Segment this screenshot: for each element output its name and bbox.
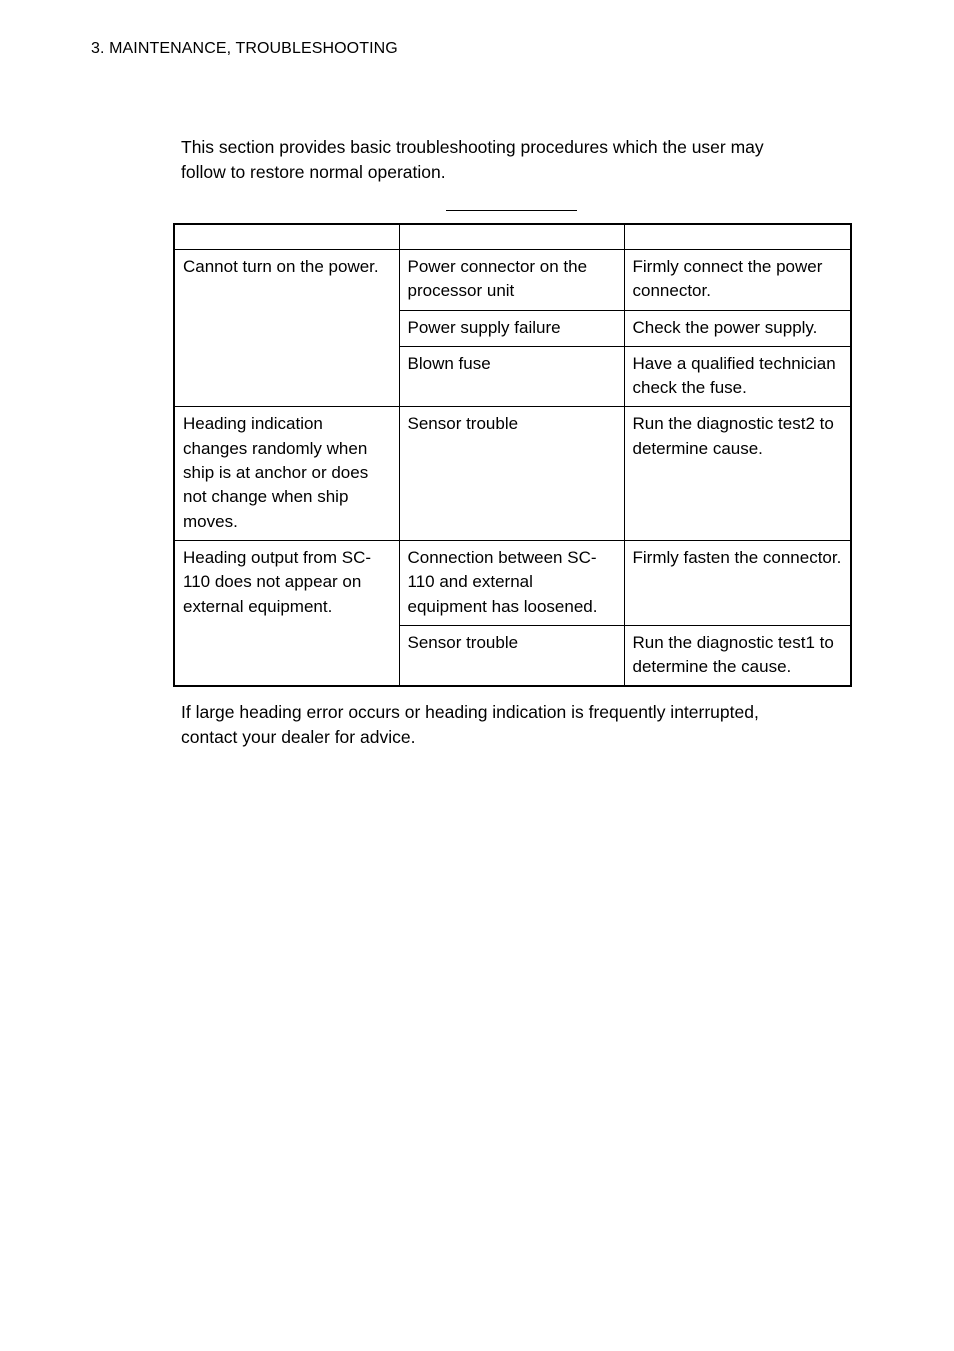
header-cell-remedy [624,224,851,250]
table-row [174,407,851,540]
intro-line-2: follow to restore normal operation. [181,161,446,182]
outro-line-2: contact your dealer for advice. [181,726,416,747]
intro-line-1: This section provides basic troubleshooting procedures which the user may [181,137,764,157]
intro-paragraph [181,135,821,184]
header-cell-cause [399,224,624,250]
cause-cell: Power connector on the processor unit [399,250,624,311]
remedy-cell: Run the diagnostic test2 to determine cause. [624,407,851,540]
cause-cell: Blown fuse [399,346,624,407]
remedy-cell: Run the diagnostic test1 to determine the cause. [624,625,851,686]
closing-paragraph [181,700,821,749]
table-row [174,250,851,311]
cause-cell: Sensor trouble [399,625,624,686]
troubleshooting-table [173,223,852,687]
running-header: 3. MAINTENANCE, TROUBLESHOOTING [91,40,398,57]
table-row [174,540,851,625]
outro-line-1: If large heading error occurs or heading indication is frequently interrupted, [181,702,759,722]
problem-cell: Cannot turn on the power. [174,250,399,407]
problem-cell: Heading output from SC-110 does not appear on external equipment. [174,540,399,686]
cause-cell: Power supply failure [399,310,624,346]
cause-cell: Connection between SC-110 and external equipment has loosened. [399,540,624,625]
table-header-row [174,224,851,250]
remedy-cell: Check the power supply. [624,310,851,346]
header-cell-problem [174,224,399,250]
remedy-cell: Firmly fasten the connector. [624,540,851,625]
problem-cell: Heading indication changes randomly when ship is at anchor or does not change when ship moves. [174,407,399,540]
remedy-cell: Have a qualified technician check the fuse. [624,346,851,407]
cause-cell: Sensor trouble [399,407,624,540]
table-title-underline [446,210,577,211]
remedy-cell: Firmly connect the power connector. [624,250,851,311]
